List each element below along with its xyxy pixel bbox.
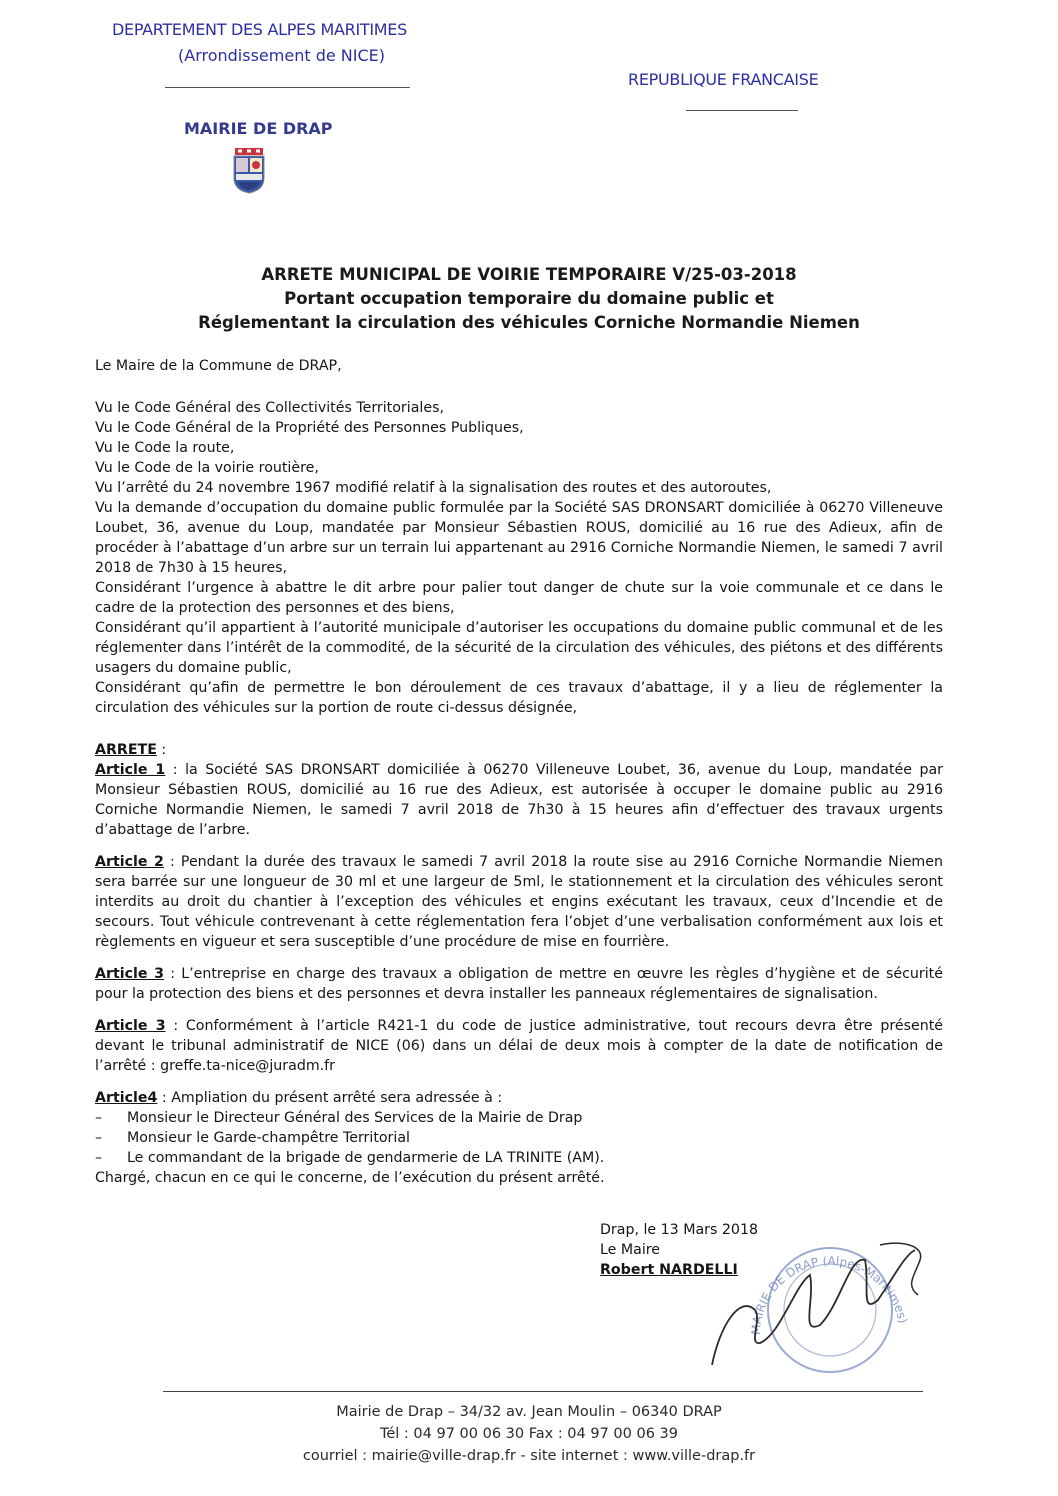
footer-divider [163, 1391, 923, 1392]
article-label: Article 1 [95, 762, 166, 778]
republic-label: REPUBLIQUE FRANCAISE [628, 70, 819, 89]
considerant-item: Considérant qu’afin de permettre le bon déroulement de ces travaux d’abattage, il y a lieu de réglementer la circulation des véhicules sur la portion de route ci-dessus désignée, [95, 680, 943, 716]
article-1 [95, 760, 943, 840]
intro-line: Le Maire de la Commune de DRAP, [95, 358, 342, 374]
arrete-heading: ARRETE : [95, 742, 167, 758]
article-label: Article4 [95, 1090, 158, 1106]
decree-subtitle-1: Portant occupation temporaire du domaine public et [284, 289, 774, 308]
closing-line: Chargé, chacun en ce qui le concerne, de l’exécution du présent arrêté. [95, 1170, 605, 1186]
footer-address: Mairie de Drap – 34/32 av. Jean Moulin – 06340 DRAP [336, 1404, 722, 1420]
recipient-item: – Le commandant de la brigade de gendarmerie de LA TRINITE (AM). [95, 1150, 605, 1166]
stamp-text: MAIRIE DE DRAP (Alpes-Maritimes) [748, 1253, 910, 1336]
footer-phones: Tél : 04 97 00 06 30 Fax : 04 97 00 06 39 [379, 1426, 678, 1442]
article-3 [95, 964, 943, 1004]
article-text: : la Société SAS DRONSART domiciliée à 06270 Villeneuve Loubet, 36, avenue du Loup, mandatée par Monsieur Sébastien ROUS, domicilié au 16 rue des Adieux, est autorisée à occuper le domaine public au 2916 Corniche Normandie Niemen, le samedi 7 avril 2018 de 7h30 à 15 heures afin d’effectuer des travaux urgents d’abattage de l’arbre. [95, 762, 943, 838]
article-4 [95, 1088, 943, 1108]
mairie-label: MAIRIE DE DRAP [184, 119, 333, 138]
article-label: Article 3 [95, 966, 165, 982]
decree-subtitle-2: Réglementant la circulation des véhicules Corniche Normandie Niemen [198, 313, 860, 332]
visa-item: Vu l’arrêté du 24 novembre 1967 modifié relatif à la signalisation des routes et des autoroutes, [95, 480, 772, 496]
arrondissement: (Arrondissement de NICE) [178, 46, 385, 65]
visa-item: Vu le Code la route, [95, 440, 235, 456]
decree-title: ARRETE MUNICIPAL DE VOIRIE TEMPORAIRE V/25-03-2018 [261, 265, 797, 284]
considerant-item: Considérant l’urgence à abattre le dit arbre pour palier tout danger de chute sur la voie communale et ce dans le cadre de la protection des personnes et des biens, [95, 580, 943, 616]
visa-item: Vu la demande d’occupation du domaine public formulée par la Société SAS DRONSART domiciliée à 06270 Villeneuve Loubet, 36, avenue du Loup, mandatée par Monsieur Sébastien ROUS, domicilié au 16 rue des Adieux, afin de procéder à l’abattage d’un arbre sur un terrain lui appartenant au 2916 Corniche Normandie Niemen, le samedi 7 avril 2018 de 7h30 à 15 heures, [95, 500, 943, 576]
footer-contact: courriel : mairie@ville-drap.fr - site internet : www.ville-drap.fr [302, 1448, 756, 1464]
visa-item: Vu le Code de la voirie routière, [95, 460, 319, 476]
visa-item: Vu le Code Général de la Propriété des Personnes Publiques, [95, 420, 524, 436]
decree-body [95, 356, 943, 1188]
article-2 [95, 852, 943, 952]
signature-block [600, 1220, 758, 1280]
considerant-item: Considérant qu’il appartient à l’autorité municipale d’autoriser les occupations du domaine public communal et de les réglementer dans l’intérêt de la commodité, de la sécurité de la circulation des véhicules, des piétons et des différents usagers du domaine public, [95, 620, 943, 676]
recipient-item: – Monsieur le Directeur Général des Services de la Mairie de Drap [95, 1110, 583, 1126]
signature-role: Le Maire [600, 1242, 661, 1258]
signature-date: Drap, le 13 Mars 2018 [600, 1222, 758, 1238]
article-3-bis [95, 1016, 943, 1076]
visa-item: Vu le Code Général des Collectivités Territoriales, [95, 400, 444, 416]
article-text: : Conformément à l’article R421-1 du code de justice administrative, tout recours devra être présenté devant le tribunal administratif de NICE (06) dans un délai de deux mois à compter de la date de notification de l’arrêté : greffe.ta-nice@juradm.fr [95, 1018, 943, 1074]
republic-divider [686, 110, 798, 111]
article-label: Article 2 [95, 854, 164, 870]
header-divider [165, 87, 410, 88]
article-label: Article 3 [95, 1018, 166, 1034]
article-text: : Ampliation du présent arrêté sera adressée à : [157, 1090, 503, 1106]
signature-name: Robert NARDELLI [600, 1262, 738, 1278]
department-name: DEPARTEMENT DES ALPES MARITIMES [112, 20, 407, 39]
svg-text:MAIRIE DE DRAP (Alpes-Maritime [749, 1254, 910, 1335]
recipient-item: – Monsieur le Garde-champêtre Territorial [95, 1130, 410, 1146]
arrete-label: ARRETE [95, 742, 157, 758]
coat-of-arms-icon [232, 148, 266, 194]
article-text: : L’entreprise en charge des travaux a obligation de mettre en œuvre les règles d’hygiène et de sécurité pour la protection des biens et des personnes et devra installer les panneaux réglementaires de signalisation. [95, 966, 943, 1002]
article-text: : Pendant la durée des travaux le samedi 7 avril 2018 la route sise au 2916 Corniche Normandie Niemen sera barrée sur une longueur de 30 ml et une largeur de 5ml, le stationnement et la circulation des véhicules seront interdits au droit du chantier à l’exception des véhicules et engins exécutant les travaux, ceux d’Incendie et de secours. Tout véhicule contrevenant à cette réglementation fera l’objet d’une verbalisation conformément aux lois et règlements en vigueur et sera susceptible d’une procédure de mise en fourrière. [95, 854, 943, 950]
